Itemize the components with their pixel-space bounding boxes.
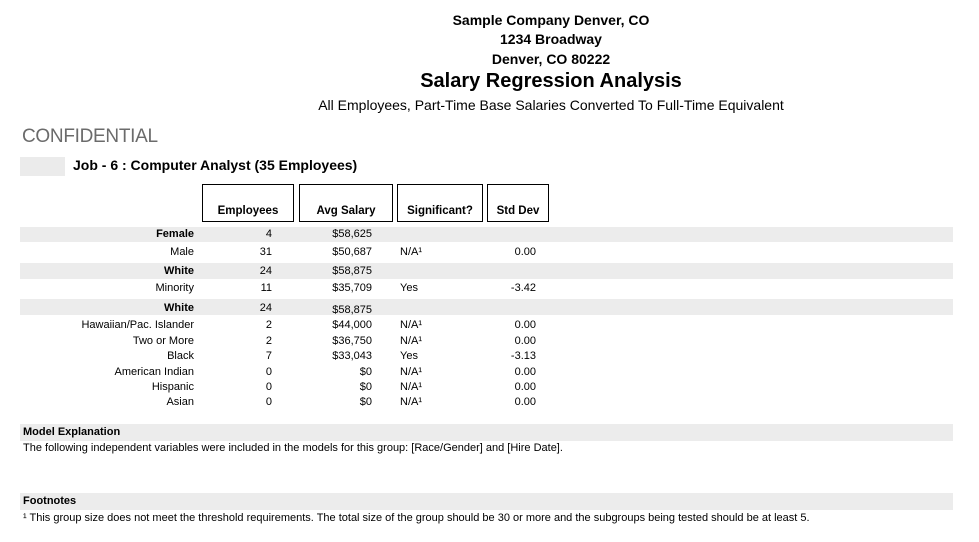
column-header-employees: Employees — [202, 184, 294, 222]
std-dev-value: 0.00 — [514, 396, 536, 408]
std-dev-value: 0.00 — [514, 381, 536, 393]
footnotes-text: ¹ This group size does not meet the threshold requirements. The total size of the group should be 30 or more and the subgroups being tested should be at least 5. — [23, 512, 810, 524]
significant-value: N/A¹ — [400, 246, 422, 258]
avg-salary-value: $58,875 — [332, 304, 372, 316]
employees-value: 7 — [265, 350, 272, 362]
std-dev-value: 0.00 — [514, 246, 536, 258]
avg-salary-value: $0 — [359, 381, 372, 393]
employees-value: 2 — [265, 319, 272, 331]
row-label: Male — [170, 246, 194, 258]
avg-salary-value: $0 — [359, 396, 372, 408]
significant-value: Yes — [400, 350, 418, 362]
employees-value: 0 — [265, 366, 272, 378]
employees-value: 31 — [259, 246, 272, 258]
row-label: Asian — [166, 396, 194, 408]
significant-value: N/A¹ — [400, 335, 422, 347]
std-dev-value: -3.13 — [510, 350, 536, 362]
avg-salary-value: $33,043 — [332, 350, 372, 362]
row-label: American Indian — [114, 366, 194, 378]
avg-salary-value: $50,687 — [332, 246, 372, 258]
avg-salary-value: $36,750 — [332, 335, 372, 347]
avg-salary-value: $35,709 — [332, 282, 372, 294]
employees-value: 0 — [265, 396, 272, 408]
report-title: Salary Regression Analysis — [420, 70, 682, 92]
row-band-ethnicity — [20, 299, 953, 315]
footnotes-title: Footnotes — [23, 495, 77, 507]
row-label: White — [164, 265, 194, 277]
row-band-race — [20, 263, 953, 279]
std-dev-value: 0.00 — [514, 335, 536, 347]
row-label: White — [164, 302, 194, 314]
row-label: Hawaiian/Pac. Islander — [81, 319, 194, 331]
significant-value: N/A¹ — [400, 366, 422, 378]
avg-salary-value: $58,625 — [332, 228, 372, 240]
significant-value: N/A¹ — [400, 319, 422, 331]
job-title-bar — [20, 157, 65, 176]
std-dev-value: -3.42 — [510, 282, 536, 294]
model-explanation-text: The following independent variables were included in the models for this group: [Race/Gender] and [Hire Date]. — [23, 442, 563, 454]
column-header-std-dev: Std Dev — [487, 184, 549, 222]
employees-value: 4 — [265, 228, 272, 240]
model-explanation-title: Model Explanation — [23, 426, 121, 438]
avg-salary-value: $44,000 — [332, 319, 372, 331]
company-name: Sample Company Denver, CO — [452, 12, 650, 28]
std-dev-value: 0.00 — [514, 366, 536, 378]
avg-salary-value: $0 — [359, 366, 372, 378]
row-label: Two or More — [132, 335, 194, 347]
confidential-label: CONFIDENTIAL — [22, 126, 158, 147]
employees-value: 2 — [265, 335, 272, 347]
row-label: Hispanic — [151, 381, 194, 393]
column-header-avg-salary: Avg Salary — [299, 184, 393, 222]
employees-value: 24 — [259, 302, 272, 314]
row-label: Black — [167, 350, 194, 362]
row-label: Female — [156, 228, 194, 240]
std-dev-value: 0.00 — [514, 319, 536, 331]
employees-value: 0 — [265, 381, 272, 393]
job-title: Job - 6 : Computer Analyst (35 Employees) — [73, 157, 358, 173]
significant-value: Yes — [400, 282, 418, 294]
significant-value: N/A¹ — [400, 381, 422, 393]
footnotes-bar — [20, 493, 953, 510]
company-address-line2: Denver, CO 80222 — [491, 51, 611, 67]
model-explanation-bar — [20, 424, 953, 441]
employees-value: 11 — [260, 282, 272, 294]
avg-salary-value: $58,875 — [332, 265, 372, 277]
row-label: Minority — [155, 282, 194, 294]
column-header-significant: Significant? — [397, 184, 483, 222]
employees-value: 24 — [259, 265, 272, 277]
significant-value: N/A¹ — [400, 396, 422, 408]
report-subtitle: All Employees, Part-Time Base Salaries Converted To Full-Time Equivalent — [318, 97, 784, 113]
company-address-line1: 1234 Broadway — [500, 31, 602, 47]
